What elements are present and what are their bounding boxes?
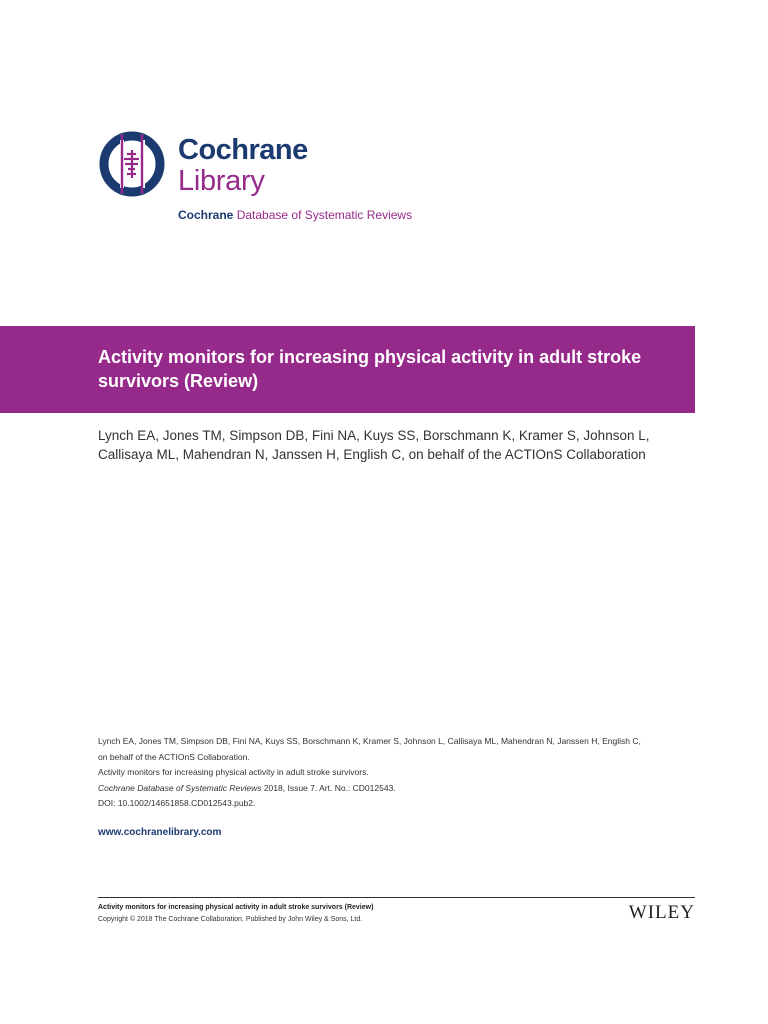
author-list: Lynch EA, Jones TM, Simpson DB, Fini NA, Kuys SS, Borschmann K, Kramer S, Johnson L, Callisaya ML, Mahendran N, Janssen H, English C, on behalf of the ACTIOnS Collaboration [98,428,650,462]
review-title: Activity monitors for increasing physical activity in adult stroke survivors (Review) [98,347,642,391]
citation-doi: DOI: 10.1002/14651858.CD012543.pub2. [98,798,256,808]
citation-issue: 2018, Issue 7. Art. No.: CD012543. [261,782,396,793]
website-link[interactable]: www.cochranelibrary.com [98,827,222,838]
subtitle-database: Database of Systematic Reviews [233,208,413,222]
citation-authors-line1: Lynch EA, Jones TM, Simpson DB, Fini NA, Kuys SS, Borschmann K, Kramer S, Johnson L, Callisaya ML, Mahendran N, Janssen H, English C, [98,736,641,746]
subtitle-cochrane: Cochrane [178,208,234,222]
footer-copyright: Copyright © 2018 The Cochrane Collaboration. Published by John Wiley & Sons, Ltd. [98,916,363,923]
brand-library: Library [178,165,265,197]
brand-name: Cochrane [178,134,308,166]
citation-authors-line2: on behalf of the ACTIOnS Collaboration. [98,751,250,762]
wiley-logo: WILEY [628,902,695,923]
citation-journal: Cochrane Database of Systematic Reviews [98,782,262,793]
citation-title: Activity monitors for increasing physical activity in adult stroke survivors. [98,767,369,777]
footer-title: Activity monitors for increasing physical activity in adult stroke survivors (Review) [98,904,374,911]
citation-journal-line [98,781,708,797]
database-subtitle [178,207,412,223]
cochrane-logo-icon [98,130,166,198]
footer-divider [98,897,695,898]
citation-block [98,734,708,812]
